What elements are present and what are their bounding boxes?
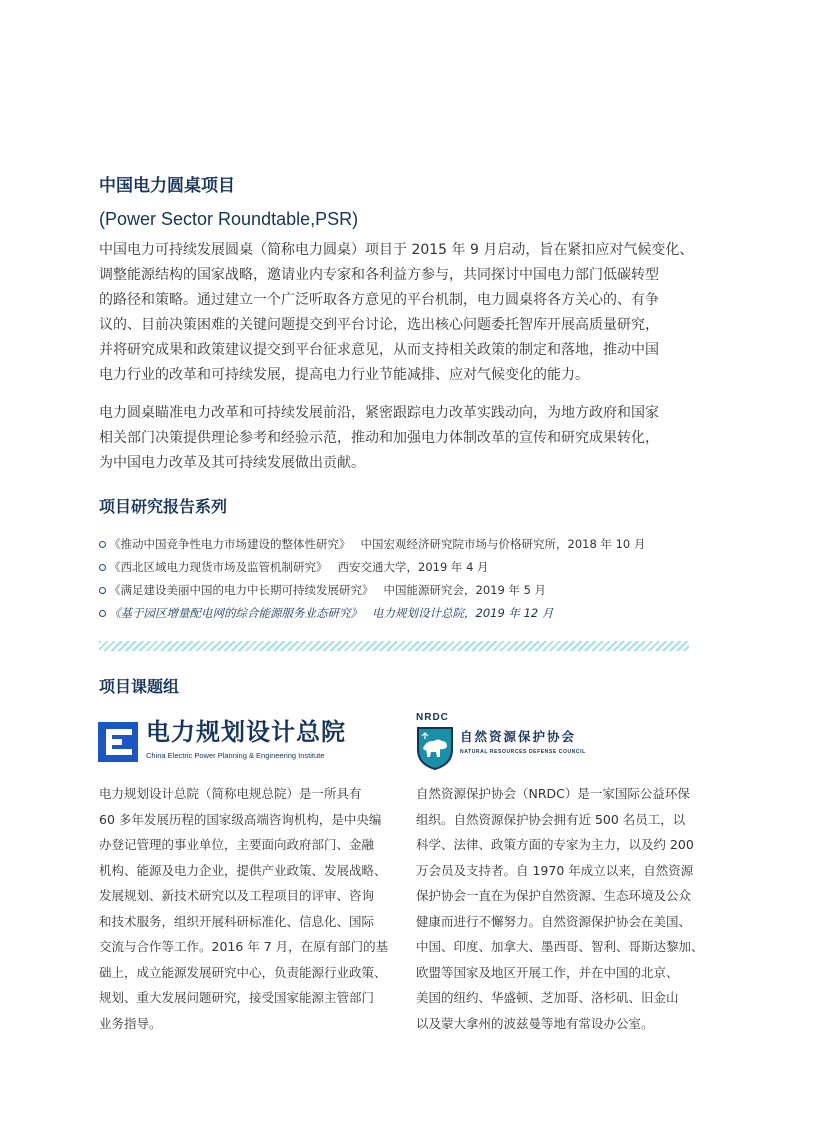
nrdc-logo-name: 自然资源保护协会: [460, 729, 577, 744]
eppei-logo: [98, 716, 358, 766]
report-item: [99, 533, 719, 556]
paragraph-line: 为中国电力改革及其可持续发展做出贡献。: [99, 455, 365, 471]
nrdc-description: [416, 781, 706, 1036]
description-line: 以及蒙大拿州的波兹曼等地有常设办公室。: [416, 1015, 654, 1031]
nrdc-logo: [416, 712, 616, 772]
team-heading: 项目课题组: [99, 677, 180, 696]
nrdc-logo-subtitle: NATURAL RESOURCES DEFENSE COUNCIL: [460, 749, 586, 755]
report-title: 《推动中国竞争性电力市场建设的整体性研究》: [109, 537, 351, 551]
description-line: 机构、能源及电力企业，提供产业政策、发展战略、: [99, 862, 387, 878]
project-title-en: (Power Sector Roundtable,PSR): [99, 209, 359, 229]
description-line: 交流与合作等工作。2016 年 7 月，在原有部门的基: [99, 939, 389, 954]
report-list: [99, 533, 719, 625]
eppei-description: [99, 781, 389, 1036]
nrdc-acronym: NRDC: [416, 712, 449, 723]
paragraph-line: 议的、目前决策困难的关键问题提交到平台讨论，选出核心问题委托智库开展高质量研究，: [99, 317, 659, 333]
description-line: 础上，成立能源发展研究中心，负责能源行业政策、: [99, 964, 387, 980]
description-line: 自然资源保护协会（NRDC）是一家国际公益环保: [416, 786, 690, 801]
circle-bullet-icon: [99, 610, 106, 617]
report-title: 《西北区域电力现货市场及监管机制研究》: [109, 560, 328, 574]
paragraph-line: 相关部门决策提供理论参考和经验示范，推动和加强电力体制改革的宣传和研究成果转化，: [99, 430, 659, 446]
report-source: 中国宏观经济研究院市场与价格研究所，2018 年 10 月: [360, 537, 646, 551]
description-line: 健康而进行不懈努力。自然资源保护协会在美国、: [416, 913, 692, 929]
description-line: 科学、法律、政策方面的专家为主力，以及约 200: [416, 837, 694, 852]
paragraph-line: 并将研究成果和政策建议提交到平台征求意见，从而支持相关政策的制定和落地，推动中国: [99, 342, 659, 358]
paragraph-line: 中国电力可持续发展圆桌（简称电力圆桌）项目于 2015 年 9 月启动，旨在紧扣应对气候变化、: [99, 242, 694, 258]
report-item-highlighted: [99, 602, 719, 625]
paragraph-line: 电力圆桌瞄准电力改革和可持续发展前沿，紧密跟踪电力改革实践动向，为地方政府和国家: [99, 405, 659, 421]
description-line: 电力规划设计总院（简称电规总院）是一所具有: [99, 786, 362, 801]
report-source: 电力规划设计总院，2019 年 12 月: [372, 606, 554, 620]
eppei-logo-name: 电力规划设计总院: [146, 718, 346, 746]
report-title: 《满足建设美丽中国的电力中长期可持续发展研究》: [109, 583, 374, 597]
paragraph-line: 的路径和策略。通过建立一个广泛听取各方意见的平台机制，电力圆桌将各方关心的、有争: [99, 292, 659, 308]
description-line: 规划、重大发展问题研究，接受国家能源主管部门: [99, 990, 375, 1005]
eppei-logo-mark-icon: [98, 722, 138, 762]
intro-paragraph: [99, 238, 699, 388]
description-line: 和技术服务，组织开展科研标准化、信息化、国际: [99, 913, 375, 929]
reports-heading: 项目研究报告系列: [99, 497, 228, 516]
description-line: 欧盟等国家及地区开展工作，并在中国的北京、: [416, 964, 679, 980]
eppei-logo-subtitle: China Electric Power Planning & Engineering Institute: [146, 751, 325, 760]
circle-bullet-icon: [99, 587, 106, 594]
description-line: 保护协会一直在为保护自然资源、生态环境及公众: [416, 888, 692, 903]
description-line: 60 多年发展历程的国家级高端咨询机构，是中央编: [99, 811, 382, 827]
goal-paragraph: [99, 401, 699, 476]
polar-bear-shield-icon: [416, 726, 454, 770]
report-source: 西安交通大学，2019 年 4 月: [337, 560, 489, 574]
description-line: 业务指导。: [99, 1015, 162, 1031]
report-item: [99, 579, 719, 602]
report-item: [99, 556, 719, 579]
report-source: 中国能源研究会，2019 年 5 月: [383, 583, 547, 597]
description-line: 发展规划、新技术研究以及工程项目的评审、咨询: [99, 888, 375, 903]
hatched-divider: [99, 641, 689, 651]
circle-bullet-icon: [99, 541, 106, 548]
description-line: 美国的纽约、华盛顿、芝加哥、洛杉矶、旧金山: [416, 990, 679, 1005]
project-title-cn: 中国电力圆桌项目: [99, 176, 235, 196]
description-line: 组织。自然资源保护协会拥有近 500 名员工，以: [416, 811, 686, 827]
paragraph-line: 调整能源结构的国家战略，邀请业内专家和各利益方参与，共同探讨中国电力部门低碳转型: [99, 267, 659, 283]
description-line: 办登记管理的事业单位，主要面向政府部门、金融: [99, 837, 375, 852]
description-line: 中国、印度、加拿大、墨西哥、智利、哥斯达黎加、: [416, 939, 704, 954]
circle-bullet-icon: [99, 564, 106, 571]
report-title: 《基于园区增量配电网的综合能源服务业态研究》: [109, 606, 362, 620]
description-line: 万会员及支持者。自 1970 年成立以来，自然资源: [416, 862, 694, 878]
paragraph-line: 电力行业的改革和可持续发展，提高电力行业节能减排、应对气候变化的能力。: [99, 367, 589, 383]
